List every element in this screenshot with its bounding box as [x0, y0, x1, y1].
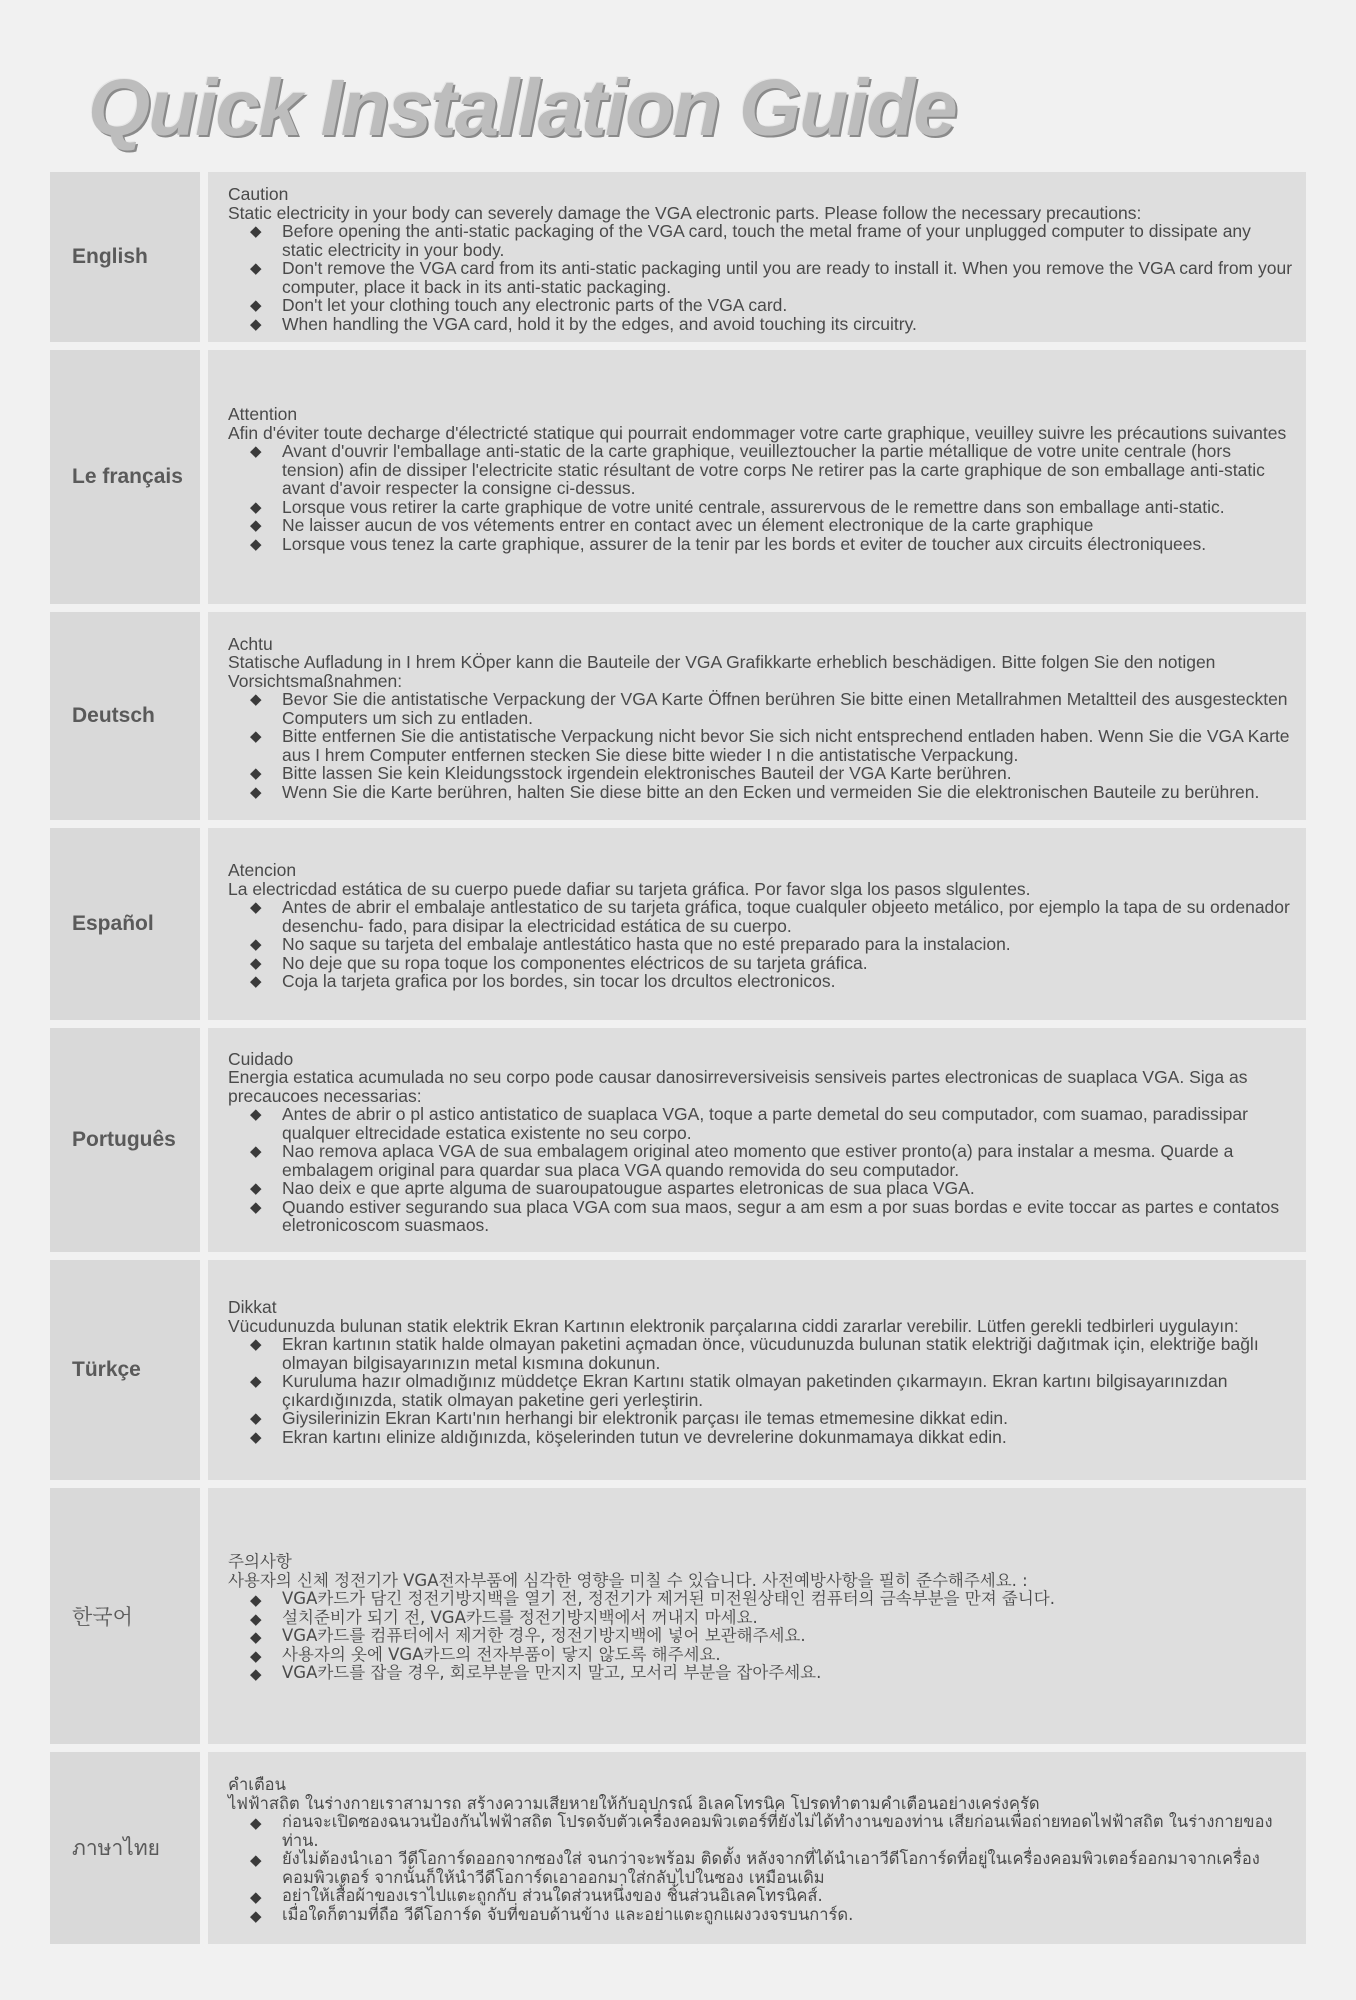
list-item [228, 727, 1294, 764]
bullet-text: อย่าให้เสื้อผ้าของเราไปแตะถูกกับ ส่วนใดส่วนหนึ่งของ ชิ้นส่วนอิเลคโทรนิคส์. [282, 1886, 823, 1905]
list-item [228, 1646, 1294, 1665]
list-item [228, 1906, 1294, 1925]
section-thai [50, 1752, 1306, 1944]
section-body [208, 1028, 1306, 1252]
section-portuguese [50, 1028, 1306, 1252]
diamond-bullet-icon: ◆ [250, 954, 262, 972]
diamond-bullet-icon: ◆ [250, 1198, 262, 1216]
language-label: Español [50, 828, 200, 1020]
bullet-text: Bitte entfernen Sie die antistatische Verpackung nicht bevor Sie sich nicht entsprechend entladen haben. Wenn Sie die VGA Karte aus I hrem Computer entfernen stecken Sie diese bitte wieder I n die antistatische Verpackung. [282, 726, 1290, 765]
bullet-text: ยังไม่ต้องนำเอา วีดีโอการ์ดออกจากซองใส่ จนกว่าจะพร้อม ติดตั้ง หลังจากที่ได้นำเอาวีดีโอการ์ดที่อยู่ในเครื่องคอมพิวเตอร์ออกมาจากเครื่องคอมพิวเตอร์ จากนั้นก็ให้นำวีดีโอการ์ดเอาออกมาใส่กลับไปในซอง เหมือนเดิม [282, 1849, 1260, 1887]
diamond-bullet-icon: ◆ [250, 517, 262, 534]
diamond-bullet-icon: ◆ [250, 1336, 262, 1353]
diamond-bullet-icon: ◆ [250, 1591, 262, 1610]
list-item [228, 498, 1294, 517]
diamond-bullet-icon: ◆ [250, 973, 262, 991]
bullet-text: Nao remova aplaca VGA de sua embalagem original ateo momento que estiver pronto(a) para instalar a mesma. Quarde a embalagem original para quardar sua placa VGA quando removida do seu computador. [282, 1141, 1234, 1180]
diamond-bullet-icon: ◆ [250, 1410, 262, 1427]
section-heading: Attention [228, 404, 298, 424]
diamond-bullet-icon: ◆ [250, 315, 262, 333]
diamond-bullet-icon: ◆ [250, 1373, 262, 1390]
section-body [208, 612, 1306, 820]
list-item [228, 1664, 1294, 1683]
precaution-list [228, 690, 1294, 801]
bullet-text: Before opening the anti-static packaging of the VGA card, touch the metal frame of your unplugged computer to dissipate any static electricity in your body. [282, 221, 1251, 260]
list-item [228, 315, 1294, 334]
section-intro: Vücudunuzda bulunan statik elektrik Ekran Kartının elektronik parçalarına ciddi zararlar verebilir. Lütfen gerekli tedbirleri uygulayın: [228, 1315, 1239, 1336]
list-item [228, 1887, 1294, 1906]
bullet-text: Quando estiver segurando sua placa VGA com sua maos, segur a am esm a por suas bordas e evite toccar as partes e contatos eletronicoscom suasmaos. [282, 1196, 1280, 1235]
list-item [228, 764, 1294, 783]
section-heading: Dikkat [228, 1297, 277, 1317]
bullet-text: Don't let your clothing touch any electronic parts of the VGA card. [282, 295, 788, 315]
diamond-bullet-icon: ◆ [250, 498, 262, 516]
diamond-bullet-icon: ◆ [250, 1814, 262, 1832]
list-item [228, 296, 1294, 315]
list-item [228, 535, 1294, 554]
section-spanish [50, 828, 1306, 1020]
diamond-bullet-icon: ◆ [250, 691, 262, 709]
section-intro: 사용자의 신체 정전기가 VGA전자부품에 심각한 영향을 미칠 수 있습니다. 사전예방사항을 필히 준수해주세요. : [228, 1570, 1028, 1590]
diamond-bullet-icon: ◆ [250, 297, 262, 314]
section-body [208, 1488, 1306, 1744]
diamond-bullet-icon: ◆ [250, 223, 262, 240]
list-item [228, 1179, 1294, 1198]
bullet-text: Bevor Sie die antistatische Verpackung der VGA Karte Öffnen berühren Sie bitte einen Metallrahmen Metaltteil des ausgesteckten Computers um sich zu entladen. [282, 689, 1288, 728]
section-body [208, 828, 1306, 1020]
section-body [208, 1752, 1306, 1944]
sections-list [50, 172, 1306, 1952]
section-heading: คำเตือน [228, 1775, 286, 1794]
section-german [50, 612, 1306, 820]
diamond-bullet-icon: ◆ [250, 1851, 262, 1869]
section-body [208, 1260, 1306, 1480]
section-heading: Caution [228, 184, 289, 204]
list-item [228, 442, 1294, 498]
precaution-list [228, 442, 1294, 553]
section-intro: Static electricity in your body can severely damage the VGA electronic parts. Please follow the necessary precautions: [228, 202, 1142, 223]
diamond-bullet-icon: ◆ [250, 1143, 262, 1160]
language-label: Português [50, 1028, 200, 1252]
diamond-bullet-icon: ◆ [250, 936, 262, 954]
diamond-bullet-icon: ◆ [250, 1665, 262, 1684]
section-heading: Achtu [228, 633, 273, 654]
list-item [228, 1813, 1294, 1850]
bullet-text: Avant d'ouvrir l'emballage anti-static de la carte graphique, veuilleztoucher la partie métallique de votre unite centrale (hors tension) afin de dissiper l'electricite static résultant de votre corps Ne retirer pas la carte graphique de son emballage anti-static avant d'avoir respecter la consigne ci-dessus. [282, 441, 1265, 498]
list-item [228, 222, 1294, 259]
section-heading: Atencion [228, 860, 297, 881]
list-item [228, 935, 1294, 954]
bullet-text: Bitte lassen Sie kein Kleidungsstock irgendein elektronisches Bauteil der VGA Karte berühren. [282, 763, 1012, 784]
list-item [228, 898, 1294, 935]
section-intro: Energia estatica acumulada no seu corpo pode causar danosirreversiveisis sensiveis partes electronicas de suaplaca VGA. Siga as precaucoes necessarias: [228, 1067, 1248, 1106]
precaution-list [228, 1813, 1294, 1924]
section-body [208, 350, 1306, 604]
section-heading: Cuidado [228, 1048, 294, 1069]
diamond-bullet-icon: ◆ [250, 899, 262, 917]
diamond-bullet-icon: ◆ [250, 765, 262, 783]
list-item [228, 1428, 1294, 1447]
section-heading: 주의사항 [228, 1552, 292, 1572]
page-title: Quick Installation Guide [88, 63, 956, 152]
bullet-text: ก่อนจะเปิดซองฉนวนป้องกันไฟฟ้าสถิต โปรดจับตัวเครื่องคอมพิวเตอร์ที่ยังไม่ได้ทำงานของท่าน เสียก่อนเพื่อถ่ายทอดไฟฟ้าสถิต ในร่างกายของท่าน. [282, 1812, 1273, 1850]
precaution-list [228, 222, 1294, 333]
bullet-text: Giysilerinizin Ekran Kartı'nın herhangi bir elektronik parçası ile temas etmemesine dikkat edin. [282, 1408, 1009, 1428]
diamond-bullet-icon: ◆ [250, 728, 262, 746]
section-intro: Statische Aufladung in I hrem KÖper kann die Bauteile der VGA Grafikkarte erheblich beschädigen. Bitte folgen Sie den notigen Vorsichtsmaßnahmen: [228, 652, 1216, 691]
diamond-bullet-icon: ◆ [250, 1180, 262, 1197]
diamond-bullet-icon: ◆ [250, 1628, 262, 1647]
list-item [228, 1105, 1294, 1142]
list-item [228, 972, 1294, 991]
bullet-text: Antes de abrir el embalaje antlestatico de su tarjeta gráfica, toque cualquler objeeto metálico, por ejemplo la tapa de su ordenador desenchu- fado, para disipar la electricidad estática de su cuerpo. [282, 897, 1290, 936]
bullet-text: Kuruluma hazır olmadığınız müddetçe Ekran Kartını statik olmayan paketinden çıkarmayın. Ekran kartını bilgisayarınızdan çıkardığınızda, statik olmayan paketine geri yerleştirin. [282, 1371, 1228, 1410]
bullet-text: Nao deix e que aprte alguma de suaroupatougue aspartes eletronicas de sua placa VGA. [282, 1178, 975, 1198]
section-english [50, 172, 1306, 342]
bullet-text: 사용자의 옷에 VGA카드의 전자부품이 닿지 않도록 해주세요. [282, 1644, 721, 1664]
bullet-text: Lorsque vous retirer la carte graphique de votre unité centrale, assurervous de le remettre dans son emballage anti-static. [282, 496, 1225, 517]
bullet-text: Coja la tarjeta grafica por los bordes, sin tocar los drcultos electronicos. [282, 971, 836, 992]
diamond-bullet-icon: ◆ [250, 535, 262, 553]
diamond-bullet-icon: ◆ [250, 1106, 262, 1123]
list-item [228, 690, 1294, 727]
bullet-text: เมื่อใดก็ตามที่ถือ วีดีโอการ์ด จับที่ขอบด้านข้าง และอย่าแตะถูกแผงวงจรบนการ์ด. [282, 1904, 854, 1924]
bullet-text: When handling the VGA card, hold it by the edges, and avoid touching its circuitry. [282, 313, 917, 334]
bullet-text: VGA카드를 컴퓨터에서 제거한 경우, 정전기방지백에 넣어 보관해주세요. [282, 1626, 806, 1646]
language-label: Deutsch [50, 612, 200, 820]
diamond-bullet-icon: ◆ [250, 1428, 262, 1446]
section-intro: La electricdad estática de su cuerpo puede dafiar su tarjeta gráfica. Por favor slga los pasos slguIentes. [228, 878, 1031, 899]
bullet-text: Antes de abrir o pl astico antistatico de suaplaca VGA, toque a parte demetal do seu computador, com suamao, paradissipar qualquer eltrecidade estatica existente no seu corpo. [282, 1104, 1248, 1143]
bullet-text: Ekran kartının statik halde olmayan paketini açmadan önce, vücudunuzda bulunan statik elektriği dağıtmak için, elektriğe bağlı olmayan bilgisayarınızın metal kısmına dokunun. [282, 1334, 1259, 1373]
precaution-list [228, 1335, 1294, 1446]
diamond-bullet-icon: ◆ [250, 443, 262, 460]
list-item [228, 1409, 1294, 1428]
bullet-text: Ekran kartını elinize aldığınızda, köşelerinden tutun ve devrelerine dokunmamaya dikkat edin. [282, 1426, 1007, 1447]
bullet-text: Ne laisser aucun de vos vétements entrer en contact avec un élement electronique de la carte graphique [282, 515, 1094, 535]
list-item [228, 1198, 1294, 1235]
language-label: English [50, 172, 200, 342]
list-item [228, 1850, 1294, 1887]
bullet-text: Wenn Sie die Karte berühren, halten Sie diese bitte an den Ecken und vermeiden Sie die elektronischen Bauteile zu berühren. [282, 781, 1260, 802]
bullet-text: VGA카드가 담긴 정전기방지백을 열기 전, 정전기가 제거된 미전원상태인 컴퓨터의 금속부분을 만져 줍니다. [282, 1589, 1055, 1609]
list-item [228, 954, 1294, 973]
diamond-bullet-icon: ◆ [250, 1646, 262, 1665]
list-item [228, 1590, 1294, 1609]
list-item [228, 516, 1294, 535]
list-item [228, 259, 1294, 296]
diamond-bullet-icon: ◆ [250, 260, 262, 277]
bullet-text: 설치준비가 되기 전, VGA카드를 정전기방지백에서 꺼내지 마세요. [282, 1607, 758, 1627]
section-french [50, 350, 1306, 604]
list-item [228, 1142, 1294, 1179]
bullet-text: VGA카드를 잡을 경우, 회로부분을 만지지 말고, 모서리 부분을 잡아주세요. [282, 1663, 822, 1683]
list-item [228, 1372, 1294, 1409]
diamond-bullet-icon: ◆ [250, 1906, 262, 1925]
list-item [228, 1335, 1294, 1372]
list-item [228, 1609, 1294, 1628]
section-korean [50, 1488, 1306, 1744]
section-turkish [50, 1260, 1306, 1480]
precaution-list [228, 1105, 1294, 1235]
diamond-bullet-icon: ◆ [250, 783, 262, 801]
diamond-bullet-icon: ◆ [250, 1609, 262, 1628]
list-item [228, 783, 1294, 802]
list-item [228, 1627, 1294, 1646]
section-intro: Afin d'éviter toute decharge d'électricté statique qui pourrait endommager votre carte graphique, veuilley suivre les précautions suivantes [228, 422, 1287, 443]
language-label: 한국어 [50, 1488, 200, 1744]
language-label: Le français [50, 350, 200, 604]
bullet-text: Don't remove the VGA card from its anti-static packaging until you are ready to install it. When you remove the VGA card from your computer, place it back in its anti-static packaging. [282, 258, 1293, 297]
section-intro: ไฟฟ้าสถิต ในร่างกายเราสามารถ สร้างความเสียหายให้กับอุปกรณ์ อิเลคโทรนิค โปรดทำตามคำเตือนอย่างเคร่งครัด [228, 1793, 1040, 1813]
bullet-text: Lorsque vous tenez la carte graphique, assurer de la tenir par les bords et eviter de toucher aux circuits électroniquees. [282, 533, 1207, 554]
precaution-list [228, 898, 1294, 991]
precaution-list [228, 1590, 1294, 1683]
language-label: ภาษาไทย [50, 1752, 200, 1944]
bullet-text: No deje que su ropa toque los componentes eléctricos de su tarjeta gráfica. [282, 952, 868, 973]
section-body [208, 172, 1306, 342]
bullet-text: No saque su tarjeta del embalaje antlestático hasta que no esté preparado para la instalacion. [282, 934, 1011, 955]
diamond-bullet-icon: ◆ [250, 1888, 262, 1906]
language-label: Türkçe [50, 1260, 200, 1480]
